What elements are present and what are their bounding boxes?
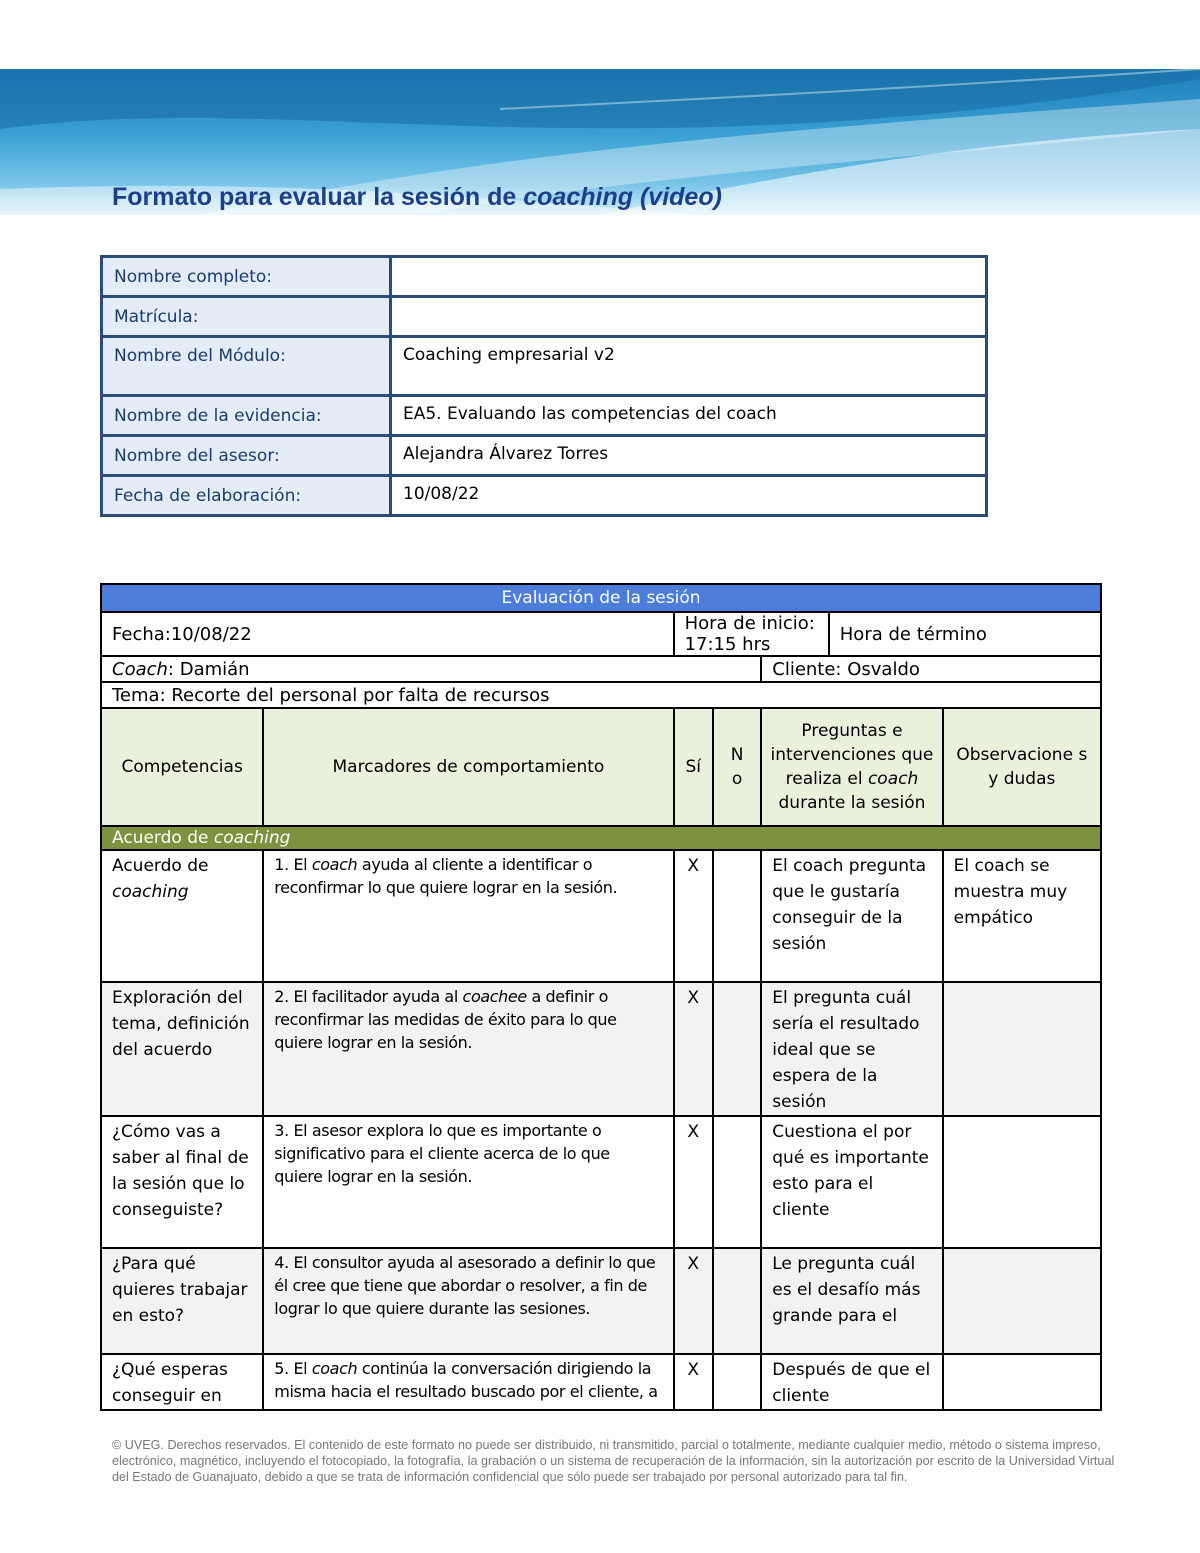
table-row [101,850,1101,982]
competencia-cell: ¿Cómo vas a saber al final de la sesión que lo conseguiste? [101,1116,263,1248]
col-header-observaciones: Observacione s y dudas [943,708,1101,826]
no-mark [713,850,761,982]
observaciones-cell [943,982,1101,1116]
table-row [101,1116,1101,1248]
evaluation-title: Evaluación de la sesión [101,584,1101,612]
info-row [102,476,987,516]
si-mark: X [674,982,713,1116]
session-date: Fecha:10/08/22 [101,612,674,656]
session-end-time: Hora de término [829,612,1101,656]
info-value: Alejandra Álvarez Torres [391,436,987,476]
section-acuerdo-coaching: Acuerdo de coaching [101,826,1101,850]
table-row [101,1354,1101,1410]
observaciones-cell: El coach se muestra muy empático [943,850,1101,982]
col-header-marcadores: Marcadores de comportamiento [263,708,673,826]
marcador-cell: 5. El coach continúa la conversación dirigiendo la misma hacia el resultado buscado por el cliente, a [263,1354,673,1410]
copyright-footer: © UVEG. Derechos reservados. El contenido de este formato no puede ser distribuido, ni transmitido, parcial o totalmente, mediante cualquier medio, método o sistema impreso, electrónico, magnético, incluyendo el fotocopiado, la fotografía, la grabación o un sistema de recuperación de la información, sin la autorización por escrito de la Universidad Virtual del Estado de Guanajuato, debido a que se trata de información confidencial que sólo puede ser trabajado por personal autorizado para tal fin. [112,1438,1115,1484]
info-row [102,257,987,297]
student-info-table [100,255,988,517]
info-value: 10/08/22 [391,476,987,516]
preguntas-cell: Después de que el cliente [761,1354,942,1410]
si-mark: X [674,1354,713,1410]
coach-label: Coach [112,658,168,680]
competencia-cell: Exploración del tema, definición del acuerdo [101,982,263,1116]
coach-name [101,656,761,682]
no-mark [713,1248,761,1354]
competencia-cell: ¿Para qué quieres trabajar en esto? [101,1248,263,1354]
si-mark: X [674,1248,713,1354]
si-mark: X [674,1116,713,1248]
info-label: Fecha de elaboración: [102,476,391,516]
table-row [101,982,1101,1116]
info-value [391,297,987,337]
competencia-cell: Acuerdo de coaching [101,850,263,982]
observaciones-cell [943,1354,1101,1410]
info-row [102,337,987,396]
info-row [102,436,987,476]
col-header-si: Sí [674,708,713,826]
info-label: Nombre de la evidencia: [102,396,391,436]
info-label: Matrícula: [102,297,391,337]
col-header-preguntas: Preguntas e intervenciones que realiza el coach durante la sesión [761,708,942,826]
info-value: EA5. Evaluando las competencias del coach [391,396,987,436]
marcador-cell: 3. El asesor explora lo que es importante o significativo para el cliente acerca de lo que quiere lograr en la sesión. [263,1116,673,1248]
no-mark [713,982,761,1116]
observaciones-cell [943,1248,1101,1354]
no-mark [713,1354,761,1410]
info-value [391,257,987,297]
coach-value: : Damián [167,658,250,680]
session-topic: Tema: Recorte del personal por falta de recursos [101,682,1101,708]
col-header-no: N o [713,708,761,826]
info-value: Coaching empresarial v2 [391,337,987,396]
info-label: Nombre completo: [102,257,391,297]
no-mark [713,1116,761,1248]
marcador-cell: 2. El facilitador ayuda al coachee a definir o reconfirmar las medidas de éxito para lo que quiere lograr en la sesión. [263,982,673,1116]
session-evaluation-table [100,583,1102,1411]
marcador-cell: 4. El consultor ayuda al asesorado a definir lo que él cree que tiene que abordar o resolver, a fin de lograr lo que quiere durante las sesiones. [263,1248,673,1354]
info-label: Nombre del asesor: [102,436,391,476]
info-row [102,396,987,436]
document-title: Formato para evaluar la sesión de coaching (video) [112,183,722,211]
client-name: Cliente: Osvaldo [761,656,1101,682]
preguntas-cell: Cuestiona el por qué es importante esto para el cliente [761,1116,942,1248]
marcador-cell: 1. El coach ayuda al cliente a identificar o reconfirmar lo que quiere lograr en la sesión. [263,850,673,982]
info-label: Nombre del Módulo: [102,337,391,396]
si-mark: X [674,850,713,982]
col-header-competencias: Competencias [101,708,263,826]
preguntas-cell: Le pregunta cuál es el desafío más grande para el [761,1248,942,1354]
table-row [101,1248,1101,1354]
observaciones-cell [943,1116,1101,1248]
competencia-cell: ¿Qué esperas conseguir en [101,1354,263,1410]
preguntas-cell: El coach pregunta que le gustaría conseguir de la sesión [761,850,942,982]
session-start-time: Hora de inicio: 17:15 hrs [674,612,829,656]
info-row [102,297,987,337]
preguntas-cell: El pregunta cuál sería el resultado ideal que se espera de la sesión [761,982,942,1116]
